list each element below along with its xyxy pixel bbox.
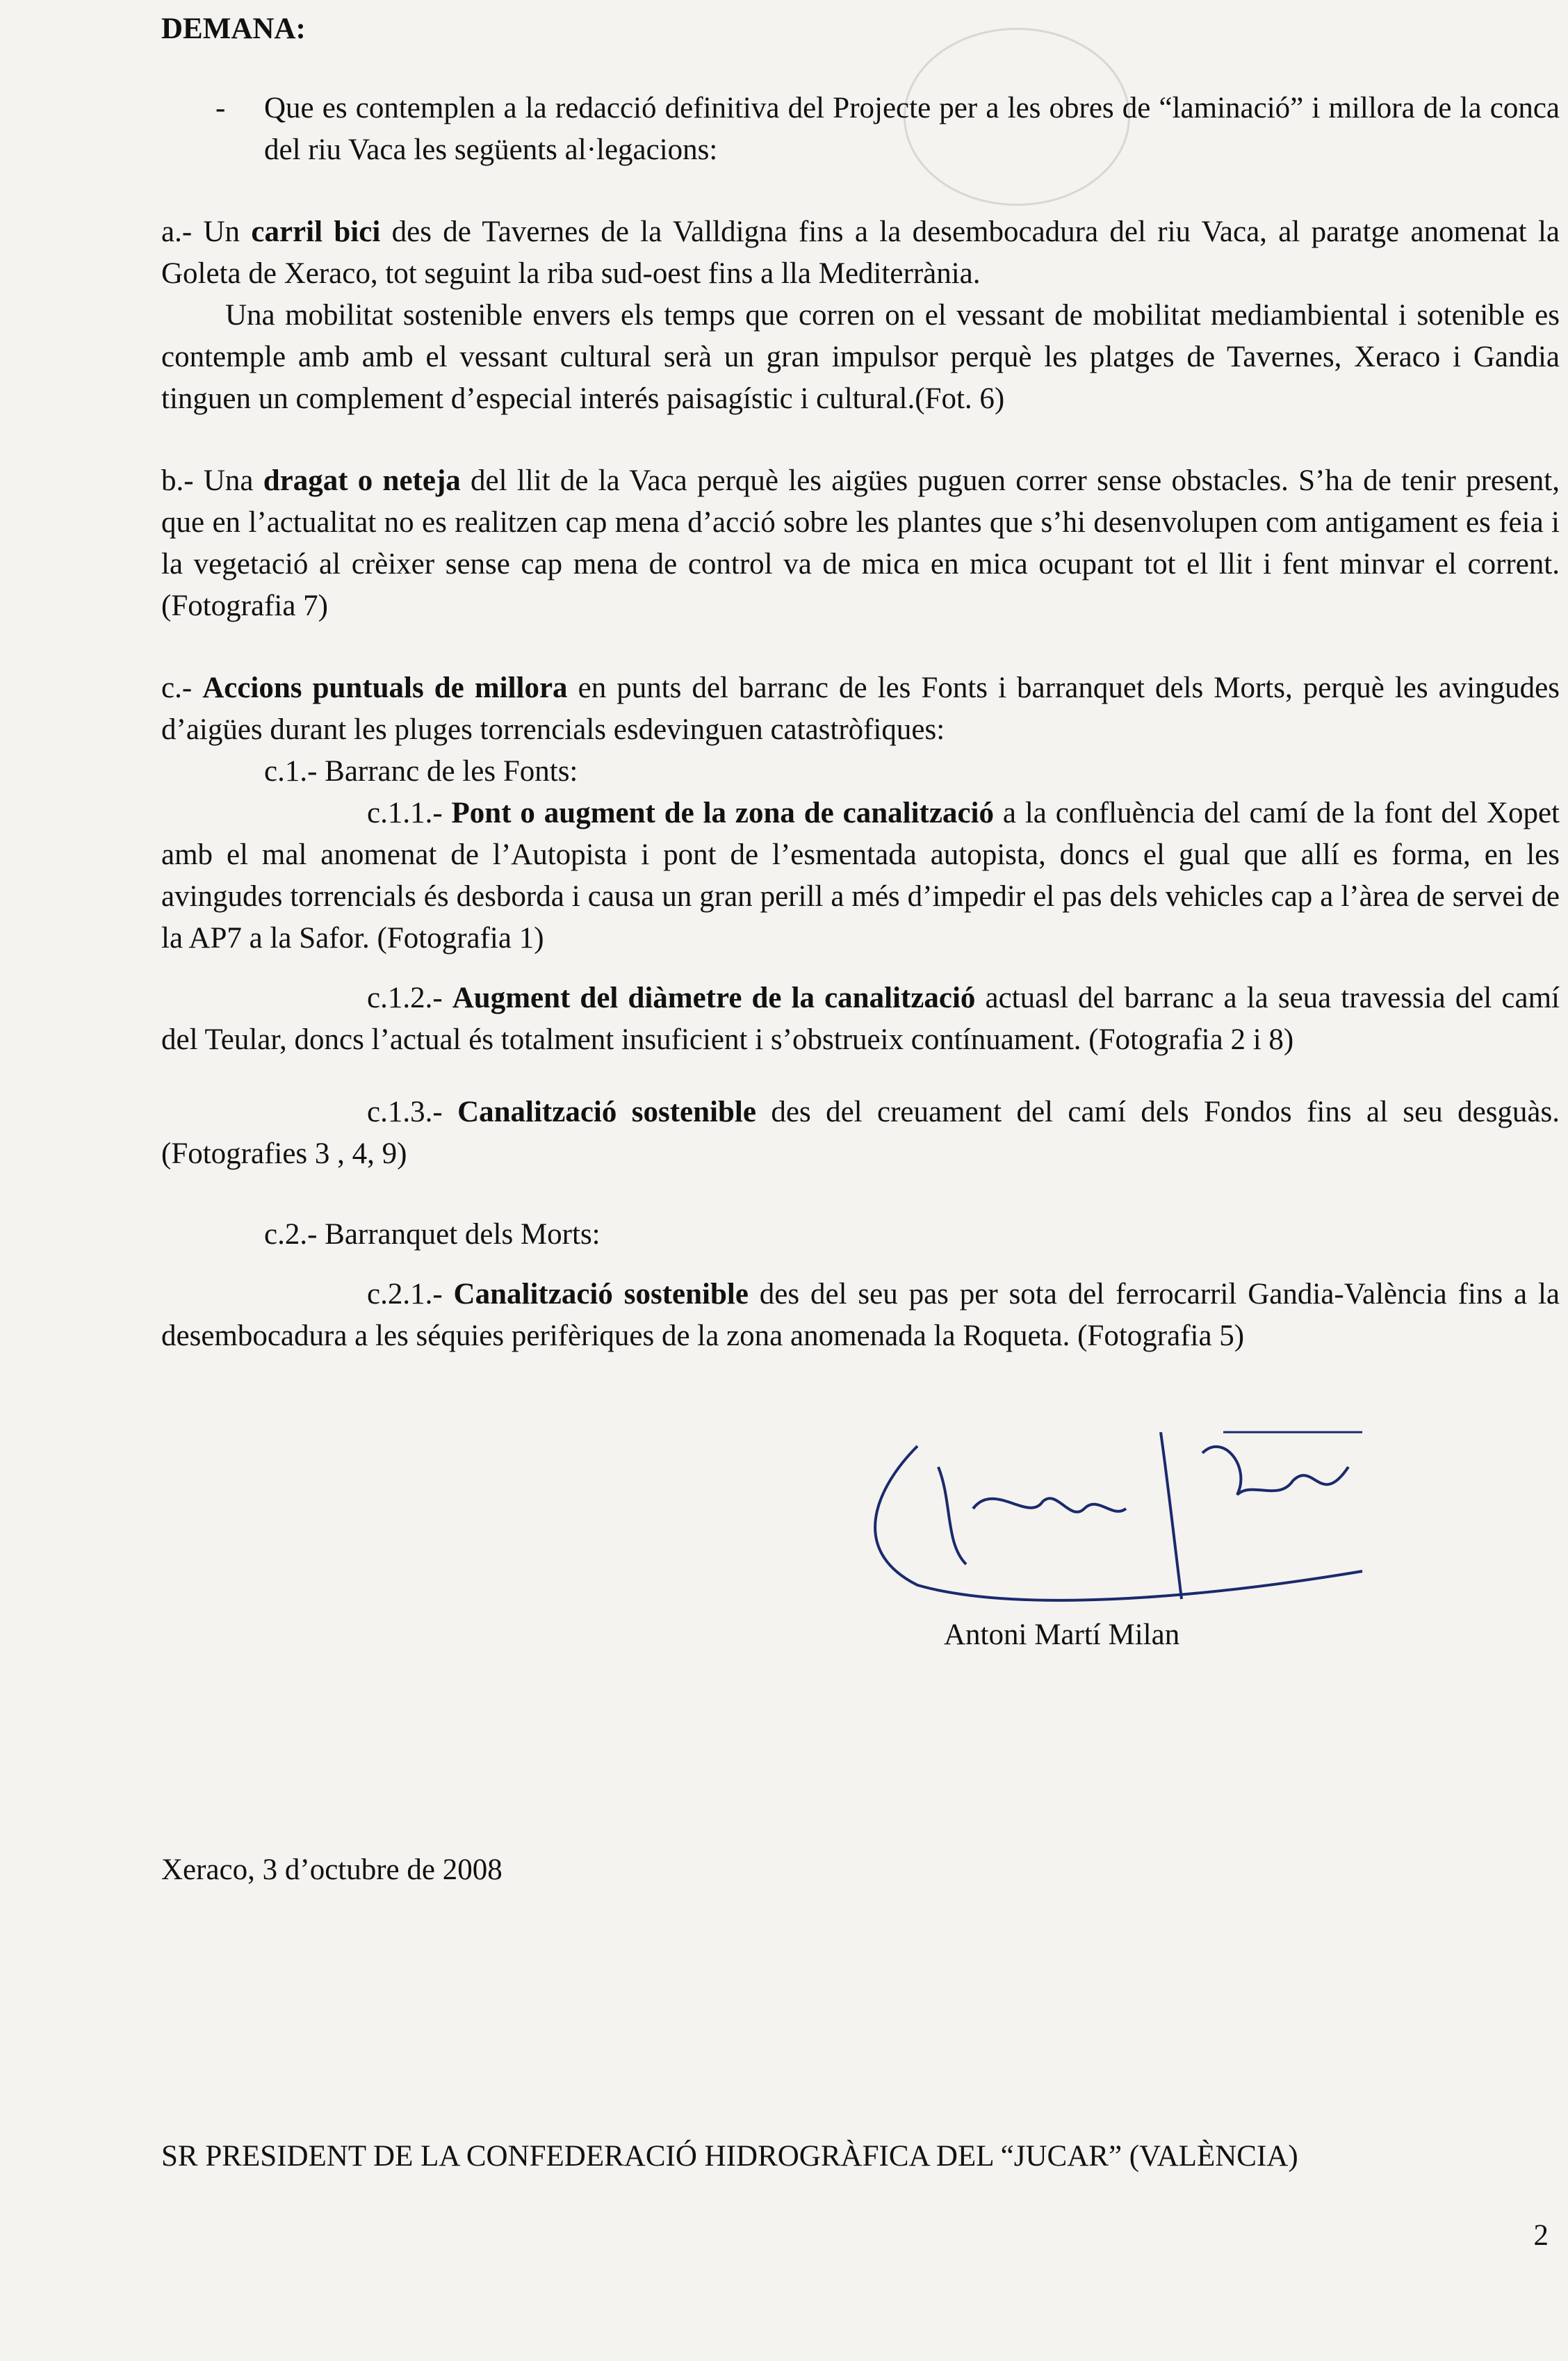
page-number: 2 (1533, 2219, 1549, 2252)
item-c13-prefix: c.1.3.- (367, 1096, 458, 1128)
document-date: Xeraco, 3 d’octubre de 2008 (161, 1853, 503, 1886)
item-c12-rest: actuasl del barranc a la seua travessia del camí del Teular, doncs l’actual és totalment insuficient i s’obstrueix contínuament. (Fotografia 2 i 8) (161, 982, 1560, 1056)
item-c2-title: c.2.- Barranquet dels Morts: (264, 1218, 601, 1251)
intro-text: Que es contemplen a la redacció definitiva del Projecte per a les obres de “laminació” i millora de la conca del riu Vaca les següents al·legacions: (264, 92, 1560, 166)
item-c (161, 667, 1560, 1357)
item-c13-bold: Canalització sostenible (457, 1096, 756, 1128)
item-a (161, 211, 1560, 420)
item-b-bold: dragat o neteja (263, 464, 461, 497)
item-b-text (161, 460, 1560, 627)
item-a-bold: carril bici (251, 216, 381, 248)
item-c-prefix: c.- (161, 672, 203, 704)
item-c13 (161, 1092, 1560, 1175)
item-b-rest: del llit de la Vaca perquè les aigües puguen correr sense obstacles. S’ha de tenir present, que en l’actualitat no es realitzen cap mena d’acció sobre les plantes que s’hi desenvolupen com antigament es feia i la vegetació al crèixer sense cap mena de control va de mica en mica ocupant tot el llit i fent minvar el corrent.(Fotografia 7) (161, 464, 1560, 622)
document-body (161, 8, 1560, 1357)
item-c12-bold: Augment del diàmetre de la canalització (452, 982, 976, 1014)
item-c21-rest: des del seu pas per sota del ferrocarril Gandia-València fins a la desembocadura a les séquies perifèriques de la zona anomenada la Roqueta. (Fotografia 5) (161, 1278, 1560, 1352)
item-c1-title: c.1.- Barranc de les Fonts: (264, 755, 578, 788)
item-a-prefix: a.- Un (161, 216, 252, 248)
signer-name: Antoni Martí Milan (944, 1618, 1180, 1651)
addressee: SR PRESIDENT DE LA CONFEDERACIÓ HIDROGRÀFICA DEL “JUCAR” (VALÈNCIA) (161, 2140, 1298, 2173)
handwritten-signature (834, 1404, 1376, 1627)
item-c11-bold: Pont o augment de la zona de canalització (451, 797, 994, 829)
item-c-bold: Accions puntuals de millora (202, 672, 568, 704)
item-c12 (161, 977, 1560, 1061)
item-c11-prefix: c.1.1.- (367, 797, 452, 829)
item-c11-rest: a la confluència del camí de la font del Xopet amb el mal anomenat de l’Autopista i pont de l’esmentada autopista, doncs el gual que allí es forma, en les avingudes torrencials és desborda i causa un gran perill a més d’impedir el pas dels vehicles cap a l’àrea de servei de la AP7 a la Safor. (Fotografia 1) (161, 797, 1560, 955)
item-c13-rest: des del creuament del camí dels Fondos fins al seu desguàs. (Fotografies 3 , 4, 9) (161, 1096, 1560, 1170)
item-c21-prefix: c.2.1.- (367, 1278, 454, 1311)
item-a-paragraph: Una mobilitat sostenible envers els temps que corren on el vessant de mobilitat mediambiental i sotenible es contemple amb amb el vessant cultural serà un gran impulsor perquè les platges de Tavernes, Xeraco i Gandia tinguen un complement d’especial interés paisagístic i cultural.(Fot. 6) (161, 299, 1560, 415)
heading: DEMANA: (161, 13, 306, 45)
intro-item (161, 88, 1560, 171)
signature-drawing (834, 1404, 1376, 1627)
item-c-lead (161, 667, 1560, 751)
list-dash: - (215, 92, 226, 124)
item-a-lead (161, 211, 1560, 295)
item-b-prefix: b.- Una (161, 464, 263, 497)
item-a-rest: des de Tavernes de la Valldigna fins a la desembocadura del riu Vaca, al paratge anomenat la Goleta de Xeraco, tot seguint la riba sud-oest fins a lla Mediterrània. (161, 216, 1560, 290)
item-b (161, 460, 1560, 627)
item-c12-prefix: c.1.2.- (367, 982, 452, 1014)
item-c21-bold: Canalització sostenible (453, 1278, 749, 1311)
item-c11 (161, 793, 1560, 959)
item-c21 (161, 1274, 1560, 1357)
item-c-rest: en punts del barranc de les Fonts i barranquet dels Morts, perquè les avingudes d’aigües durant les pluges torrencials esdevinguen catastròfiques: (161, 672, 1560, 746)
